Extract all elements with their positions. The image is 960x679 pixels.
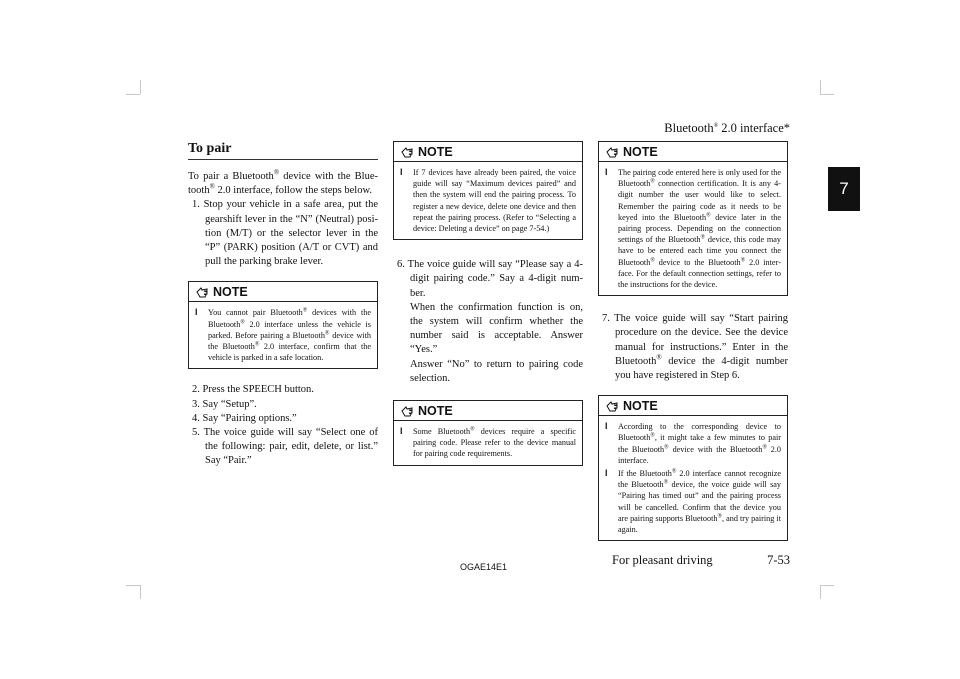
- note-label: NOTE: [623, 144, 658, 159]
- note-item: l If the Bluetooth® 2.0 interface cannot recognize the Bluetooth® device, the voice guide will say “Pairing has timed out” and the pairing process will be cancelled. Confirm that the device you are pairing supports Bluetooth®, and try pairing it again.: [605, 468, 781, 535]
- bullet: l: [195, 307, 198, 318]
- hand-pointing-icon: [605, 145, 619, 159]
- step-1: 1. Stop your vehicle in a safe area, put the gearshift lever in the “N” (Neutral) position (M/T) or the selector lever in the “P” (PARK) position (A/T or CVT) and pull the parking brake lever.: [192, 199, 379, 268]
- note-item: l You cannot pair Bluetooth® devices with the Bluetooth® 2.0 interface unless the vehicle is parked. Before pairing a Bluetooth® device with the Bluetooth® 2.0 interface, confirm that the vehicle is parked in a safe location.: [195, 307, 372, 363]
- bullet: l: [605, 468, 608, 479]
- column-3: [598, 141, 788, 551]
- note-header: [394, 401, 582, 421]
- hand-pointing-icon: [195, 285, 209, 299]
- note-header: [599, 396, 787, 416]
- step-2: 2. Press the SPEECH button.: [192, 384, 314, 396]
- hand-pointing-icon: [400, 404, 414, 418]
- note-box: [188, 281, 378, 369]
- step-7: 7. The voice guide will say “Start pairing procedure on the device. See the device manual for instructions.” Enter in the Bluetooth® device the 4-digit number you have registered in Step 6.: [602, 313, 788, 382]
- crop-mark: [140, 80, 141, 94]
- footer-section: For pleasant driving: [612, 553, 713, 567]
- crop-mark: [820, 585, 821, 599]
- crop-mark: [820, 80, 821, 94]
- note-label: NOTE: [418, 403, 453, 418]
- note-box: [393, 141, 583, 240]
- note-header: [189, 282, 377, 302]
- page-number: 7-53: [767, 553, 790, 567]
- column-2: [393, 141, 583, 476]
- running-header: Bluetooth® 2.0 interface*: [664, 121, 790, 135]
- intro-paragraph: To pair a Bluetooth® device with the Bluetooth® 2.0 interface, follow the steps below.: [188, 168, 378, 197]
- note-header: [599, 142, 787, 162]
- note-box: [393, 400, 583, 466]
- crop-mark: [126, 585, 140, 586]
- chapter-tab: 7: [828, 167, 860, 211]
- document-code: OGAE14E1: [460, 562, 508, 572]
- step-6: 6. The voice guide will say “Please say a 4-digit pairing code.” Say a 4-digit number. When the confirmation function is on, the system will confirm whether the number said is acceptable. Answer “Yes.” Answer “No” to return to pairing code selection.: [397, 259, 584, 384]
- crop-mark: [820, 94, 834, 95]
- bullet: l: [605, 167, 608, 177]
- bullet: l: [605, 421, 608, 432]
- step-4: 4. Say “Pairing options.”: [192, 412, 297, 424]
- section-title: To pair: [188, 141, 378, 160]
- note-box: [598, 395, 788, 541]
- note-box: [598, 141, 788, 296]
- page-footer: [612, 553, 790, 568]
- note-item: l Some Bluetooth® devices require a specific pairing code. Please refer to the device manual for pairing code requirements.: [400, 426, 576, 459]
- step-5: 5. The voice guide will say “Select one of the following: pair, edit, delete, or list.” Say “Pair.”: [192, 427, 378, 467]
- note-item: l The pairing code entered here is only used for the Bluetooth® connection certification. It is any 4-digit number the user would like to select. Remember the pairing code as it needs to be keyed into the Bluetooth® device later in the pairing process. Depending on the connection settings of the Bluetooth® device, this code may have to be entered each time you connect the Bluetooth® device to the Bluetooth® 2.0 interface. For the default connection settings, refer to the instructions for the device.: [605, 167, 782, 290]
- note-label: NOTE: [418, 144, 453, 159]
- hand-pointing-icon: [605, 399, 619, 413]
- column-1: [188, 141, 378, 469]
- note-item: l According to the corresponding device to Bluetooth®, it might take a few minutes to pair the Bluetooth® device with the Bluetooth® 2.0 interface.: [605, 421, 782, 465]
- note-item: l If 7 devices have already been paired, the voice guide will say “Maximum devices paired” and then the system will end the pairing process. To register a new device, delete one device and then repeat the pairing process. (Refer to “Selecting a device: Deleting a device” on page 7-54.): [400, 167, 576, 234]
- crop-mark: [820, 585, 834, 586]
- note-label: NOTE: [213, 284, 248, 299]
- hand-pointing-icon: [400, 145, 414, 159]
- bullet: l: [400, 167, 403, 177]
- crop-mark: [140, 585, 141, 599]
- bullet: l: [400, 426, 403, 437]
- step-3: 3. Say “Setup”.: [192, 398, 257, 410]
- note-header: [394, 142, 582, 162]
- note-label: NOTE: [623, 398, 658, 413]
- crop-mark: [126, 94, 140, 95]
